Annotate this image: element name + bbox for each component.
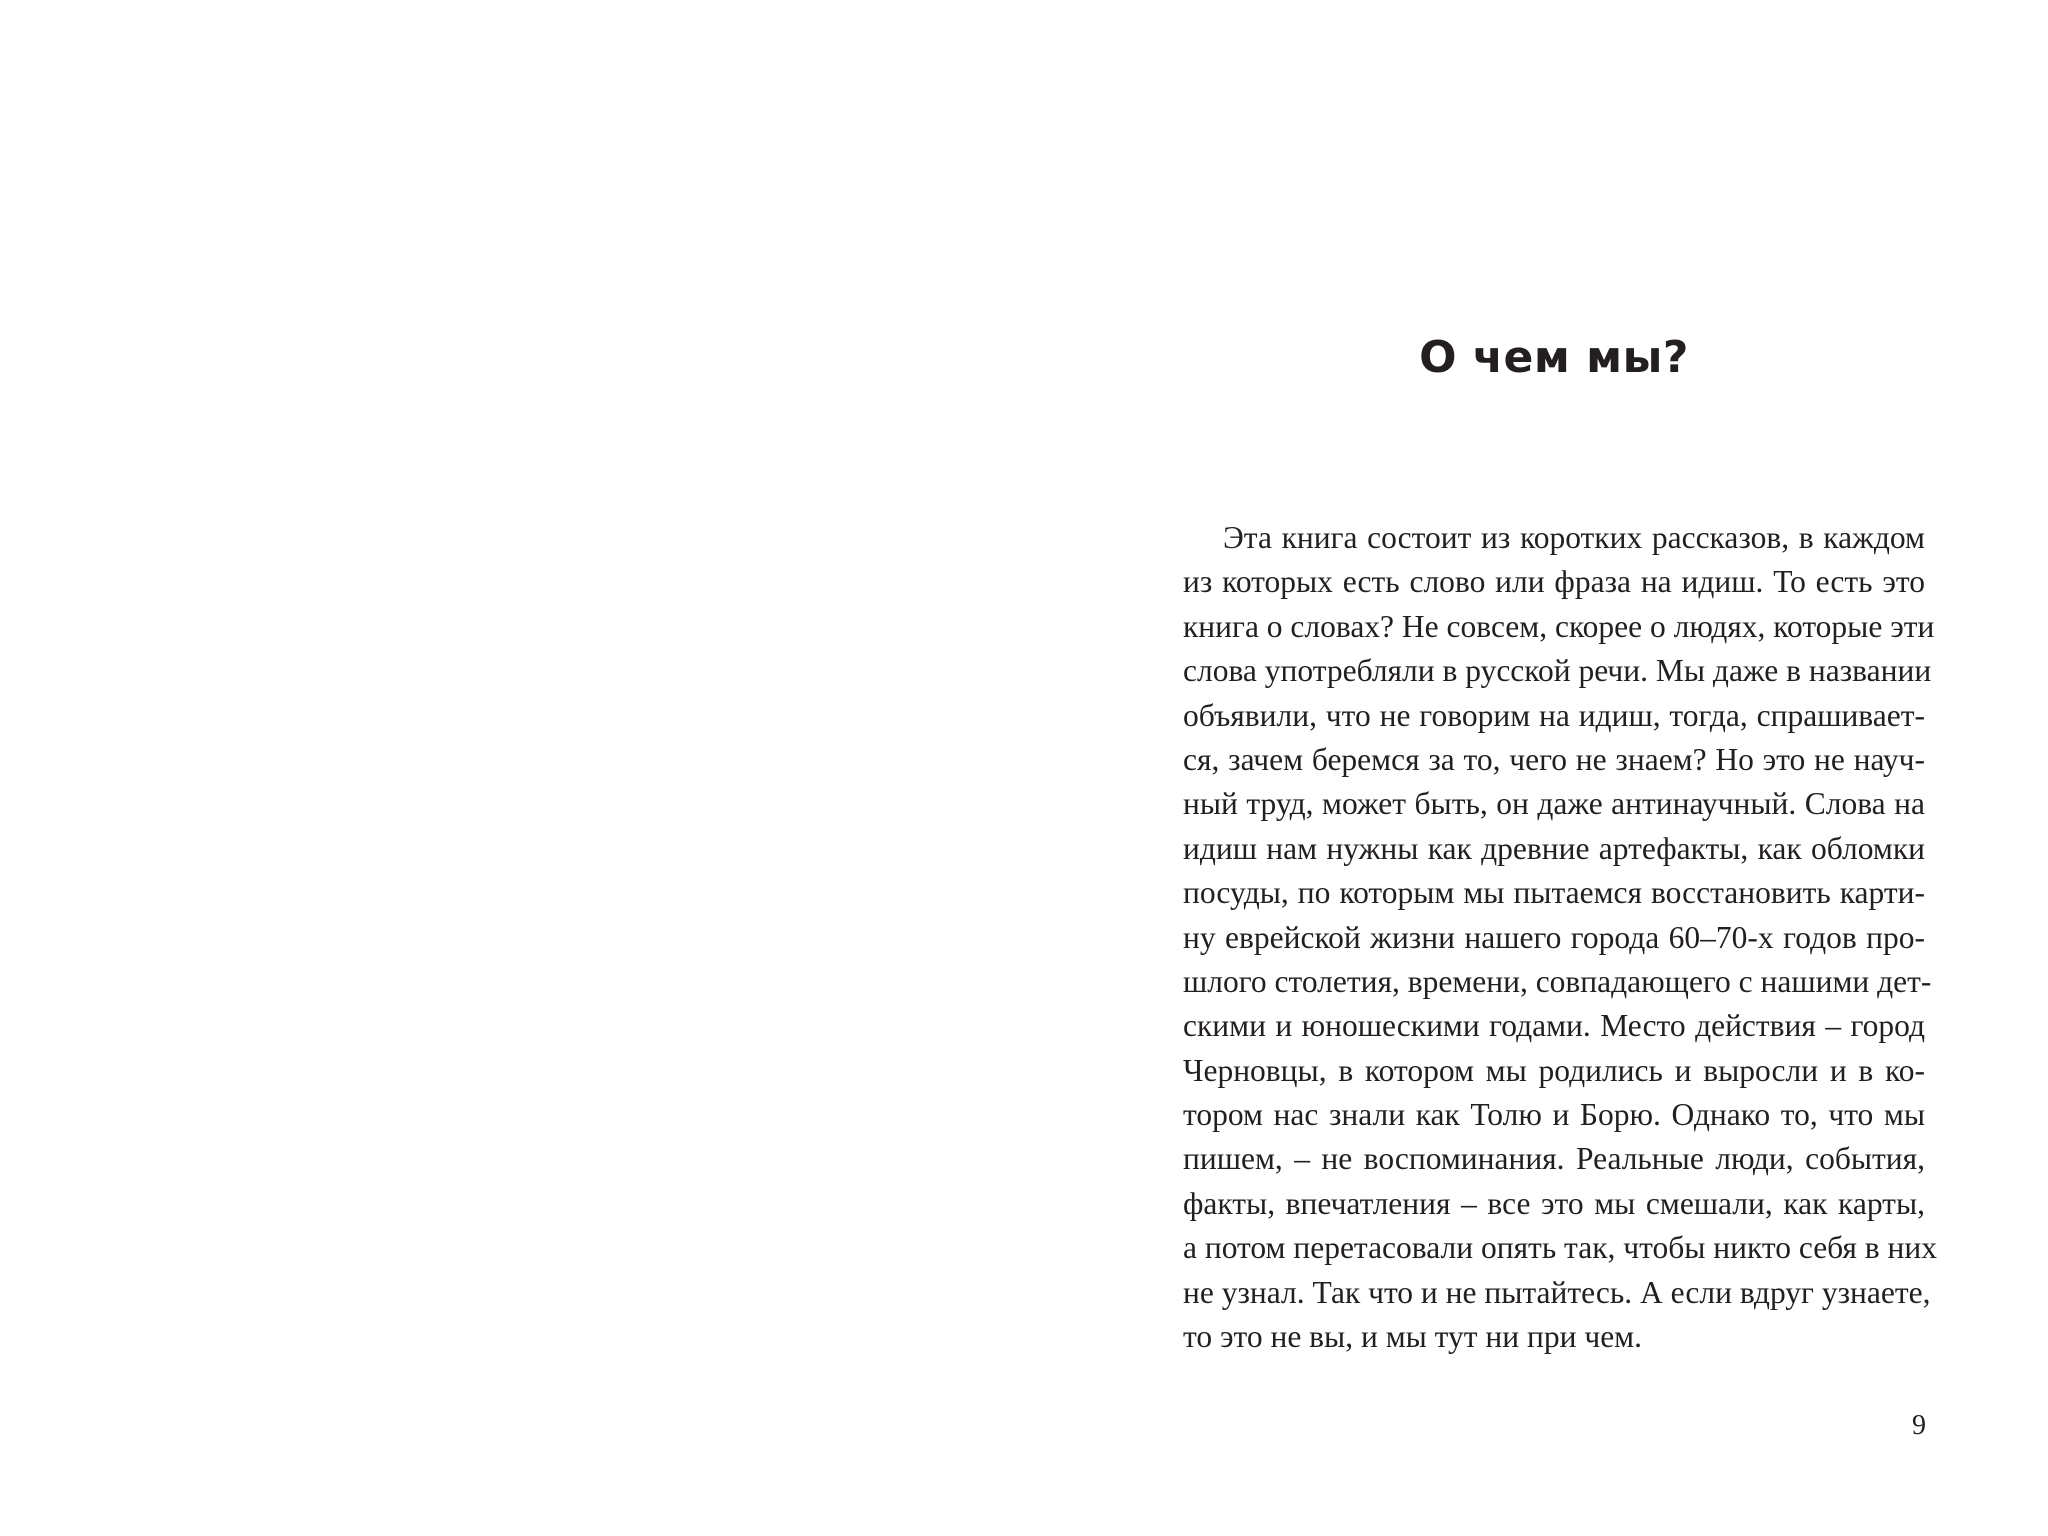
- paragraph-line: посуды, по которым мы пытаемся восстановить карти-: [1183, 875, 1925, 911]
- paragraph-line: ный труд, может быть, он даже антинаучный. Слова на: [1183, 786, 1925, 822]
- paragraph-line: шлого столетия, времени, совпадающего с нашими дет-: [1183, 963, 1932, 999]
- paragraph-line: скими и юношескими годами. Место действия – город: [1183, 1008, 1925, 1044]
- paragraph-line: ну еврейской жизни нашего города 60–70-х годов про-: [1183, 919, 1925, 955]
- paragraph-line: слова употребляли в русской речи. Мы даже в названии: [1183, 653, 1932, 689]
- paragraph-line: то это не вы, и мы тут ни при чем.: [1183, 1319, 1642, 1355]
- paragraph-line: Эта книга состоит из коротких рассказов, в каждом: [1223, 520, 1925, 555]
- paragraph-line: тором нас знали как Толю и Борю. Однако то, что мы: [1183, 1097, 1925, 1133]
- paragraph-line: факты, впечатления – все это мы смешали, как карты,: [1183, 1185, 1925, 1221]
- paragraph-line: объявили, что не говорим на идиш, тогда, спрашивает-: [1183, 697, 1925, 733]
- paragraph-line: а потом перетасовали опять так, чтобы никто себя в них: [1183, 1230, 1938, 1266]
- chapter-title: О чем мы?: [1419, 332, 1689, 383]
- paragraph-line: из которых есть слово или фраза на идиш. То есть это: [1183, 564, 1925, 600]
- body-paragraph: [1183, 516, 1938, 1359]
- paragraph-line: не узнал. Так что и не пытайтесь. А если вдруг узнаете,: [1183, 1274, 1931, 1310]
- paragraph-line: книга о словах? Не совсем, скорее о людях, которые эти: [1183, 608, 1935, 644]
- paragraph-line: пишем, – не воспоминания. Реальные люди, события,: [1183, 1141, 1925, 1177]
- page-number: 9: [1912, 1410, 1926, 1441]
- paragraph-line: ся, зачем беремся за то, чего не знаем? Но это не науч-: [1183, 741, 1925, 777]
- paragraph-line: Черновцы, в котором мы родились и выросли и в ко-: [1183, 1052, 1925, 1088]
- paragraph-line: идиш нам нужны как древние артефакты, как обломки: [1183, 830, 1925, 866]
